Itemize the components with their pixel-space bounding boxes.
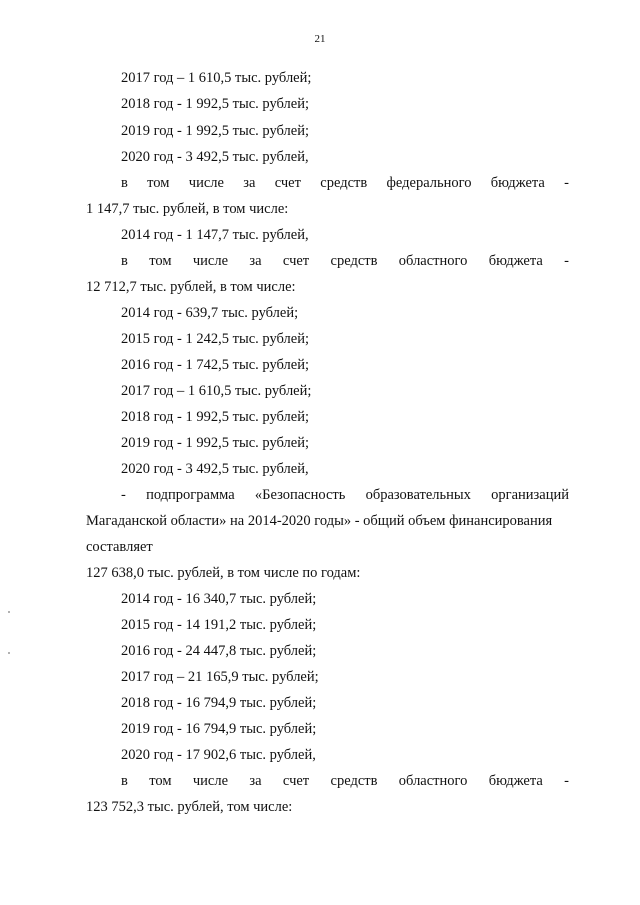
text-line: 2015 год - 14 191,2 тыс. рублей; (121, 617, 317, 633)
text-line: 2014 год - 1 147,7 тыс. рублей, (121, 227, 309, 243)
text-line: 2016 год - 1 742,5 тыс. рублей; (121, 357, 309, 373)
text-line: 2018 год - 1 992,5 тыс. рублей; (121, 409, 309, 425)
text-line: 2019 год - 1 992,5 тыс. рублей; (121, 123, 309, 139)
text-line: 2017 год – 1 610,5 тыс. рублей; (121, 383, 312, 399)
text-line: 2020 год - 3 492,5 тыс. рублей, (121, 149, 309, 165)
text-line: Магаданской области» на 2014-2020 годы» - общий объем финансирования (86, 513, 553, 529)
text-line: 1 147,7 тыс. рублей, в том числе: (86, 201, 289, 217)
text-line: - подпрограмма «Безопасность образовательных организаций (121, 487, 569, 503)
text-line: 2018 год - 1 992,5 тыс. рублей; (121, 96, 309, 112)
text-line: 2017 год – 1 610,5 тыс. рублей; (121, 70, 312, 86)
text-line: 127 638,0 тыс. рублей, в том числе по годам: (86, 565, 361, 581)
text-line: в том числе за счет средств областного бюджета - (121, 773, 569, 789)
text-line: в том числе за счет средств областного бюджета - (121, 253, 569, 269)
scan-speck (8, 611, 10, 613)
text-line: 2015 год - 1 242,5 тыс. рублей; (121, 331, 309, 347)
text-line: 2020 год - 3 492,5 тыс. рублей, (121, 461, 309, 477)
text-line: 2019 год - 1 992,5 тыс. рублей; (121, 435, 309, 451)
text-line: 2020 год - 17 902,6 тыс. рублей, (121, 747, 316, 763)
text-line: 2014 год - 639,7 тыс. рублей; (121, 305, 299, 321)
text-line: 2018 год - 16 794,9 тыс. рублей; (121, 695, 317, 711)
text-line: 12 712,7 тыс. рублей, в том числе: (86, 279, 296, 295)
text-line: составляет (86, 539, 153, 555)
page-number: 21 (314, 33, 326, 45)
text-line: 2016 год - 24 447,8 тыс. рублей; (121, 643, 317, 659)
text-line: 2019 год - 16 794,9 тыс. рублей; (121, 721, 317, 737)
scan-speck (8, 652, 10, 654)
text-line: 2014 год - 16 340,7 тыс. рублей; (121, 591, 317, 607)
text-line: 123 752,3 тыс. рублей, том числе: (86, 799, 293, 815)
text-line: в том числе за счет средств федерального бюджета - (121, 175, 569, 191)
text-line: 2017 год – 21 165,9 тыс. рублей; (121, 669, 319, 685)
